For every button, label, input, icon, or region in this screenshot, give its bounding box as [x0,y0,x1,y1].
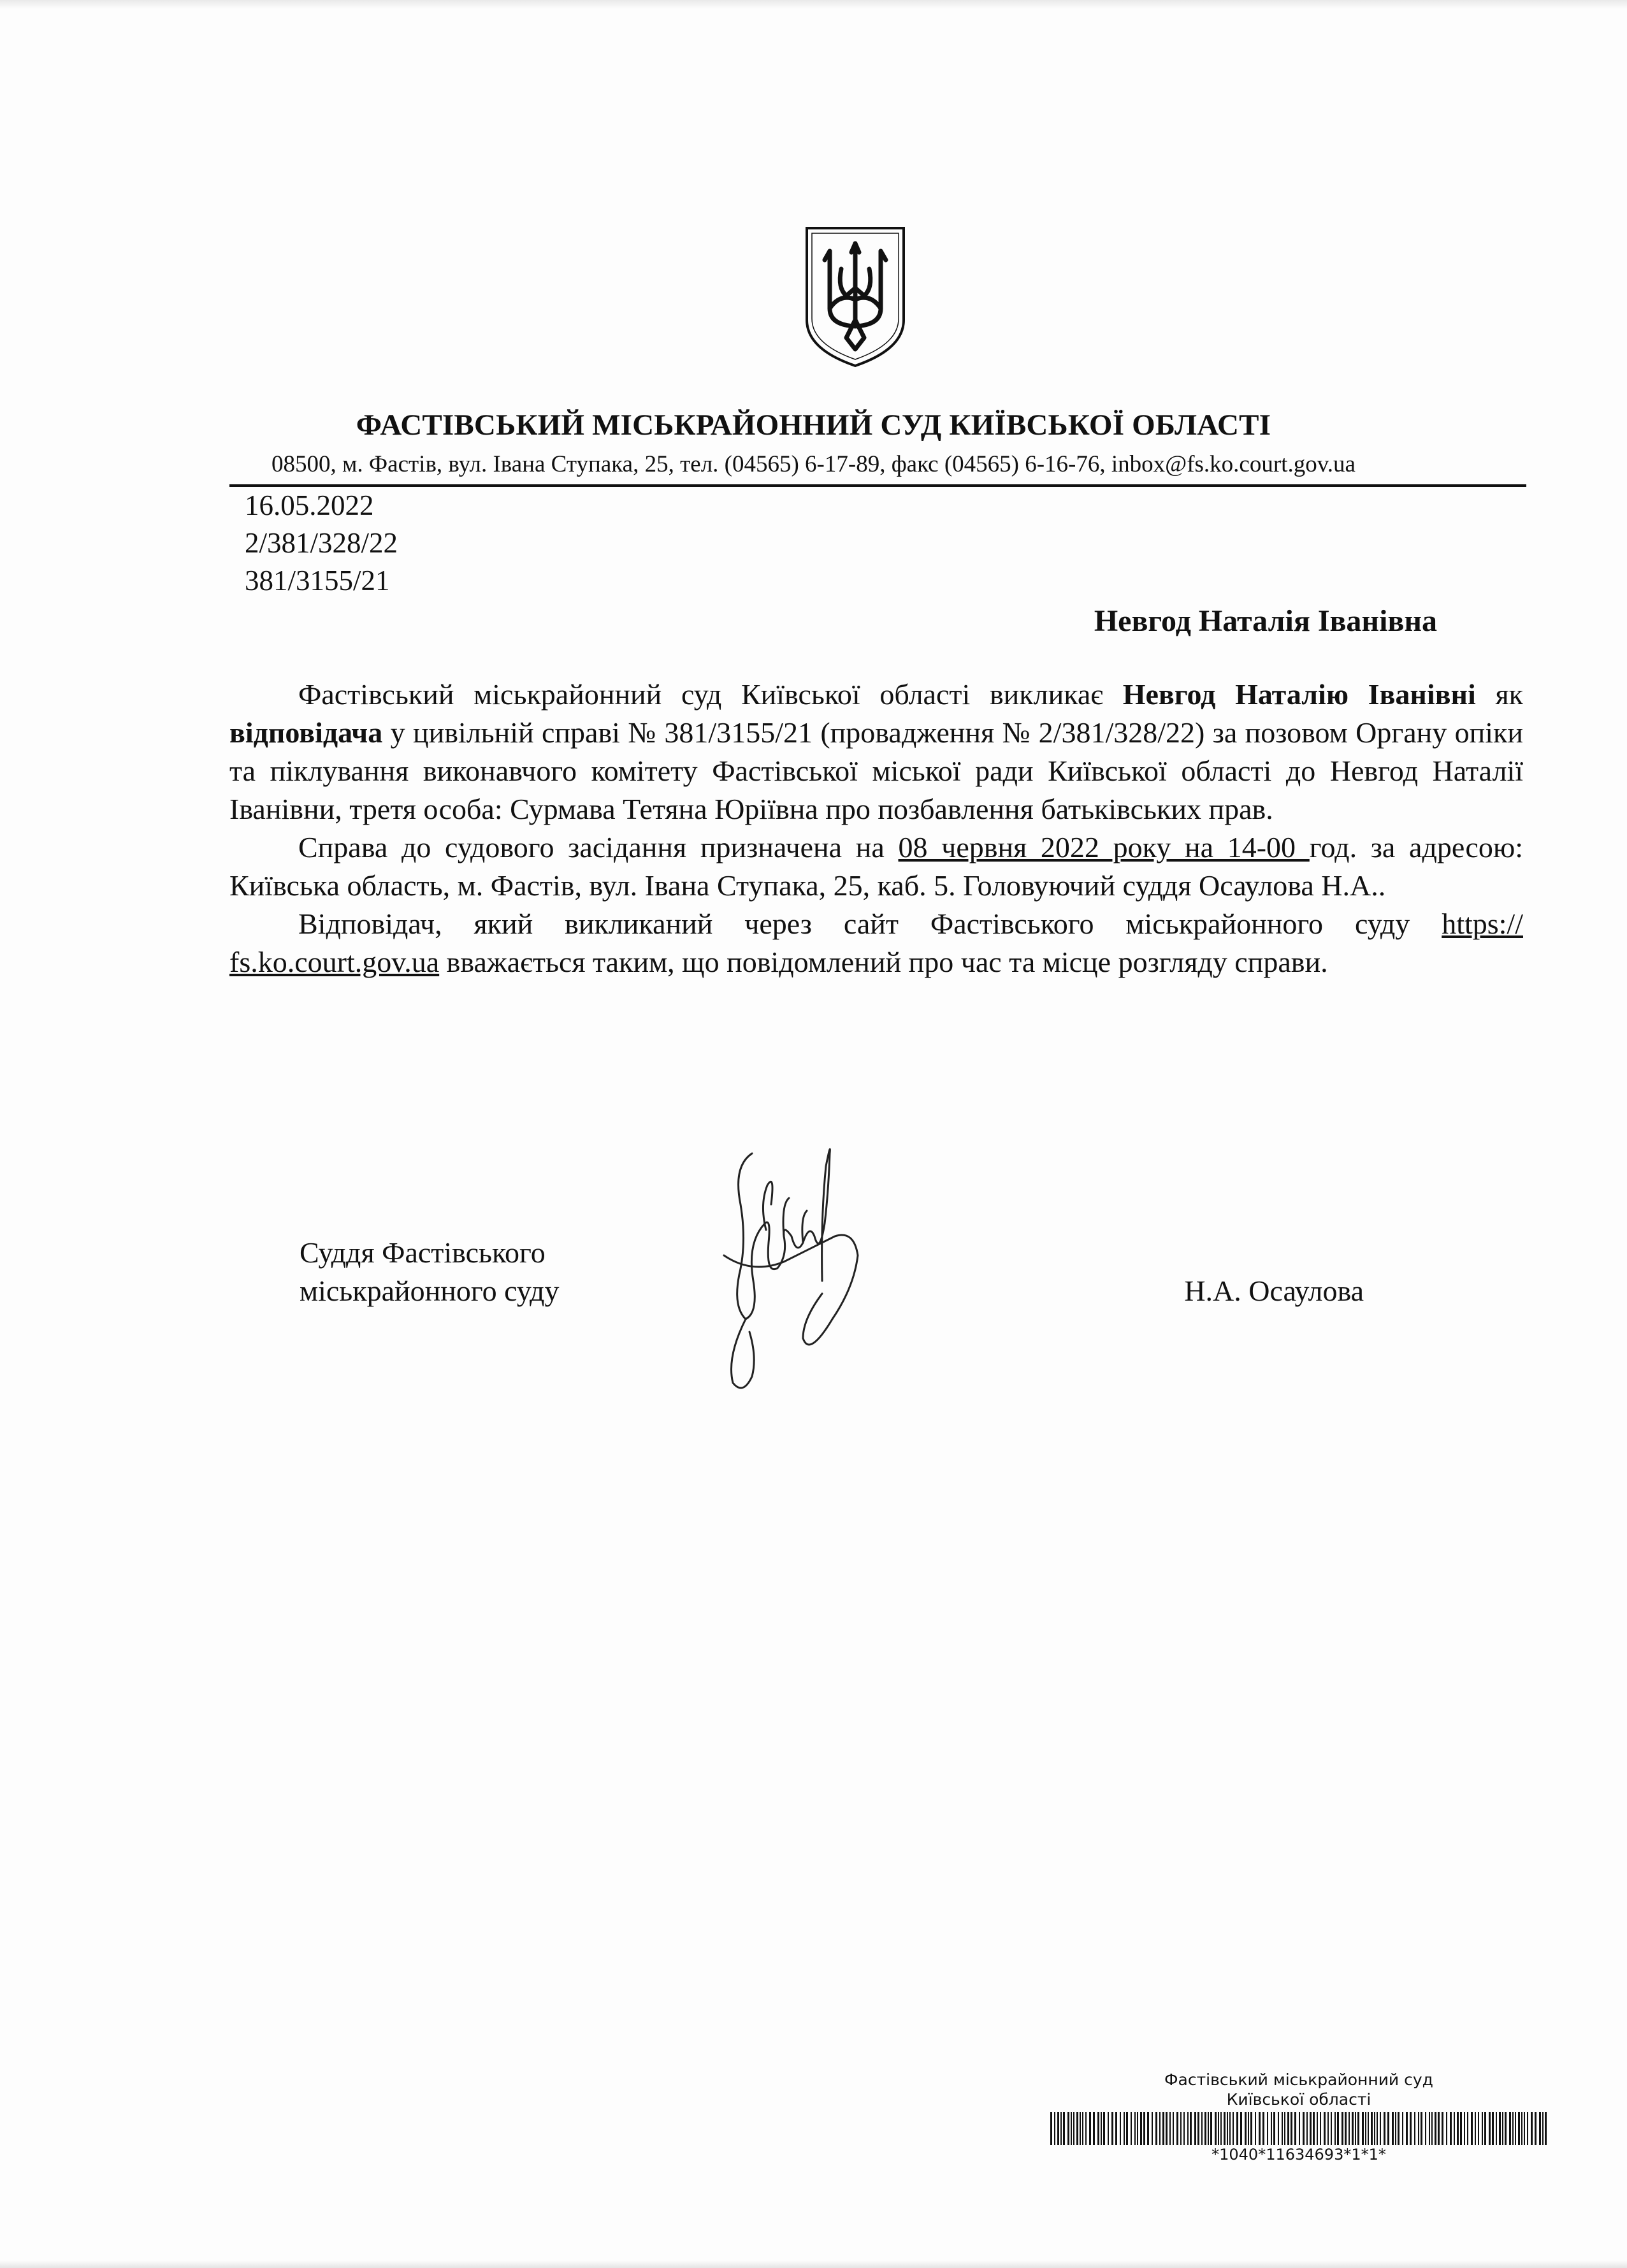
barcode-bar [1377,2112,1378,2145]
barcode-bar [1282,2112,1283,2145]
barcode-bar [1478,2112,1479,2145]
barcode-bar [1220,2112,1222,2145]
signatory-title [300,1234,559,1310]
barcode-bar [1115,2112,1117,2145]
barcode-bar [1176,2112,1178,2145]
barcode-bar [1103,2112,1105,2145]
barcode-bar [1545,2112,1547,2145]
barcode-bar [1505,2112,1507,2145]
barcode-bar [1284,2112,1285,2145]
barcode-bar [1371,2112,1373,2145]
barcode-bar [1140,2112,1142,2145]
barcode-bar [1097,2112,1099,2145]
barcode-bar [1215,2112,1217,2145]
barcode-bar [1384,2112,1385,2145]
barcode-bar [1271,2112,1272,2145]
barcode-bar [1355,2112,1356,2145]
barcode-bar [1057,2112,1059,2145]
barcode-bar [1467,2112,1468,2145]
text-segment: Фастівський міськрайонний суд Київської області викликає [298,678,1123,711]
signatory-title-line: Суддя Фастівського [300,1236,546,1269]
barcode-bar [1143,2112,1145,2145]
barcode-bar [1278,2112,1279,2145]
barcode-bar [1250,2112,1252,2145]
barcode-bar [1303,2112,1305,2145]
barcode-bar [1337,2112,1339,2145]
barcode-bar [1521,2112,1522,2145]
proceeding-number: 2/381/328/22 [245,527,398,559]
court-address: 08500, м. Фастів, вул. Івана Ступака, 25, тел. (04565) 6-17-89, факс (04565) 6-16-76, inbox@fs.ko.court.gov.ua [271,451,1356,477]
defendant-role: відповідача [229,716,383,749]
barcode-bar [1233,2112,1234,2145]
barcode-bar [1531,2112,1533,2145]
barcode-bar [1248,2112,1249,2145]
barcode-bar [1502,2112,1503,2145]
barcode-bar [1431,2112,1433,2145]
barcode-bar [1374,2112,1375,2145]
scan-edge-top [0,0,1627,9]
barcode-bar [1320,2112,1321,2145]
barcode-bar [1539,2112,1541,2145]
barcode-bar [1421,2112,1422,2145]
defendant-name: Невгод Наталію Іванівні [1122,678,1476,711]
barcode-bar [1471,2112,1473,2145]
barcode-bar [1050,2112,1052,2145]
barcode-bar [1484,2112,1486,2145]
barcode-bar [1435,2112,1436,2145]
barcode-bar [1159,2112,1161,2145]
barcode-bar [1395,2112,1396,2145]
barcode-bar [1294,2112,1296,2145]
document-date: 16.05.2022 [245,489,374,521]
barcode-bar [1515,2112,1516,2145]
barcode-bar [1126,2112,1128,2145]
barcode-bar [1324,2112,1326,2145]
scan-edge-bottom [0,2260,1627,2268]
text-segment: як [1475,678,1523,711]
signatory-title-line: міськрайонного суду [300,1275,560,1307]
barcode-bar [1194,2112,1196,2145]
barcode-bar [1147,2112,1149,2145]
barcode-bar [1155,2112,1157,2145]
paragraph-hearing [229,828,1523,905]
barcode-bar [1218,2112,1219,2145]
barcode-bar [1067,2112,1069,2145]
paragraph-notice [229,905,1523,981]
barcode-bar [1089,2112,1091,2145]
text-segment: год. за адресою: Київська область, м. Фастів, вул. Івана Ступака, 25, каб. 5. Головуючий суддя Осаулова Н.А.. [229,831,1523,902]
barcode-bar [1492,2112,1494,2145]
barcode-bar [1442,2112,1443,2145]
text-segment: Справа до судового засідання призначена на [298,831,899,863]
barcode-bar [1227,2112,1228,2145]
barcode-bar [1450,2112,1452,2145]
barcode-bar [1454,2112,1455,2145]
barcode-bar [1475,2112,1476,2145]
handwritten-signature [707,1128,860,1396]
barcode-bar [1080,2112,1081,2145]
barcode-bar [1236,2112,1238,2145]
barcode-bar [1368,2112,1369,2145]
barcode-bar [1457,2112,1459,2145]
barcode-bar [1108,2112,1109,2145]
barcode-bar [1210,2112,1212,2145]
registration-stamp [1050,2070,1547,2164]
barcode-bar [1183,2112,1185,2145]
barcode-bar [1162,2112,1164,2145]
barcode-bar [1245,2112,1247,2145]
barcode-bar [1313,2112,1315,2145]
barcode-bar [1482,2112,1483,2145]
barcode-bar [1357,2112,1359,2145]
barcode-bar [1429,2112,1430,2145]
barcode-bar [1406,2112,1408,2145]
barcode-bar [1509,2112,1511,2145]
barcode-bar [1229,2112,1231,2145]
barcode-bar [1518,2112,1520,2145]
barcode-bar [1093,2112,1095,2145]
barcode-bar [1152,2112,1153,2145]
barcode-bar [1331,2112,1332,2145]
barcode-bar [1380,2112,1381,2145]
barcode-bar [1262,2112,1264,2145]
barcode-bar [1535,2112,1537,2145]
barcode-bar [1082,2112,1083,2145]
barcode [1050,2112,1547,2145]
barcode-bar [1111,2112,1113,2145]
signatory-name: Н.А. Осаулова [1184,1275,1364,1307]
barcode-bar [1341,2112,1343,2145]
barcode-bar [1317,2112,1318,2145]
barcode-bar [1060,2112,1062,2145]
barcode-bar [1101,2112,1102,2145]
barcode-bar [1418,2112,1419,2145]
barcode-bar [1438,2112,1440,2145]
barcode-bar [1387,2112,1389,2145]
barcode-bar [1255,2112,1256,2145]
barcode-bar [1499,2112,1501,2145]
barcode-bar [1267,2112,1268,2145]
barcode-bar [1131,2112,1132,2145]
case-number: 381/3155/21 [245,565,390,596]
barcode-bar [1073,2112,1074,2145]
barcode-bar [1173,2112,1174,2145]
barcode-bar [1352,2112,1354,2145]
barcode-bar [1496,2112,1497,2145]
barcode-bar [1349,2112,1350,2145]
text-segment: вважається таким, що повідомлений про час та місце розгляду справи. [439,946,1328,978]
barcode-bar [1287,2112,1289,2145]
barcode-bar [1273,2112,1275,2145]
barcode-bar [1464,2112,1465,2145]
barcode-bar [1063,2112,1065,2145]
barcode-bar [1362,2112,1364,2145]
text-segment: у цивільній справі № 381/3155/21 (провадження № 2/381/328/22) за позовом Органу опіки та піклування виконавчого комітету Фастівської міської ради Київської області до Невгод Наталії Іванівни, третя особа: Сурмава Тетяна Юріївна про позбавлення батьківських прав. [229,716,1523,825]
barcode-bar [1410,2112,1412,2145]
barcode-bar [1076,2112,1078,2145]
barcode-bar [1327,2112,1329,2145]
barcode-bar [1345,2112,1347,2145]
barcode-bar [1414,2112,1415,2145]
barcode-bar [1208,2112,1209,2145]
barcode-bar [1071,2112,1072,2145]
barcode-bar [1306,2112,1308,2145]
barcode-bar [1201,2112,1203,2145]
barcode-bar [1425,2112,1426,2145]
barcode-bar [1446,2112,1447,2145]
barcode-bar [1512,2112,1514,2145]
barcode-bar [1169,2112,1171,2145]
hearing-datetime: 08 червня 2022 року на 14-00 [898,831,1310,863]
barcode-bar [1085,2112,1087,2145]
barcode-bar [1054,2112,1055,2145]
barcode-bar [1392,2112,1394,2145]
barcode-bar [1398,2112,1399,2145]
barcode-bar [1134,2112,1136,2145]
barcode-bar [1187,2112,1189,2145]
barcode-bar [1197,2112,1199,2145]
summons-body [229,675,1523,981]
stamp-court-name: Фастівський міськрайонний суд [1164,2070,1433,2089]
barcode-bar [1489,2112,1491,2145]
barcode-bar [1137,2112,1138,2145]
barcode-bar [1334,2112,1336,2145]
barcode-bar [1224,2112,1226,2145]
barcode-bar [1299,2112,1300,2145]
barcode-bar [1259,2112,1261,2145]
barcode-bar [1204,2112,1206,2145]
barcode-bar [1402,2112,1403,2145]
addressee-name: Невгод Наталія Іванівна [1094,604,1437,638]
barcode-number: *1040*11634693*1*1* [1211,2146,1386,2163]
barcode-bar [1460,2112,1462,2145]
barcode-bar [1542,2112,1544,2145]
barcode-bar [1291,2112,1292,2145]
court-website-link[interactable]: https:// fs.ko.court.gov.ua [229,907,1523,978]
barcode-bar [1190,2112,1192,2145]
barcode-bar [1365,2112,1366,2145]
coat-of-arms-icon [802,224,909,370]
barcode-bar [1120,2112,1121,2145]
barcode-bar [1527,2112,1528,2145]
header-divider [229,484,1526,487]
paragraph-summons [229,675,1523,828]
barcode-bar [1124,2112,1125,2145]
barcode-bar [1310,2112,1312,2145]
barcode-bar [1240,2112,1242,2145]
barcode-bar [1180,2112,1182,2145]
barcode-bar [1166,2112,1168,2145]
text-segment: Відповідач, який викликаний через сайт Фастівського міськрайонного суду [298,907,1442,940]
court-name: ФАСТІВСЬКИЙ МІСЬКРАЙОННИЙ СУД КИЇВСЬКОЇ ОБЛАСТІ [356,408,1271,442]
barcode-bar [1524,2112,1525,2145]
stamp-region: Київської області [1226,2090,1371,2109]
